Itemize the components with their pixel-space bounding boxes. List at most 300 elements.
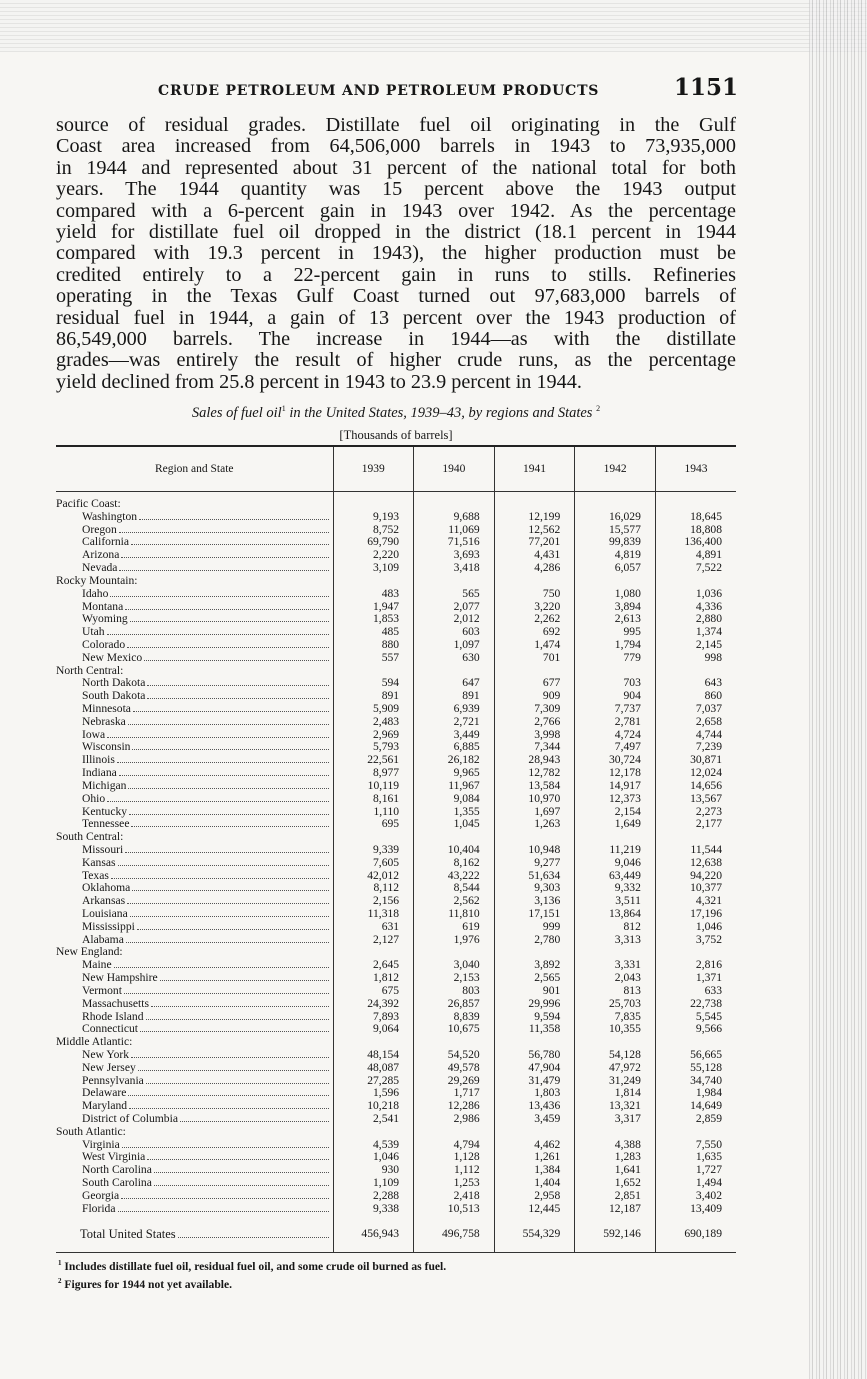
- value-cell-1939: 1,596: [333, 1087, 414, 1100]
- table-row: [56, 1177, 736, 1190]
- value-cell-1940: 71,516: [414, 536, 495, 549]
- table-row: [56, 1151, 736, 1164]
- dot-leader: [132, 749, 328, 750]
- state-name: New Hampshire: [82, 972, 158, 985]
- page-header: [158, 74, 738, 101]
- dot-leader: [129, 1108, 328, 1109]
- table-row: [56, 818, 736, 831]
- value-cell-1942: 3,313: [575, 934, 656, 947]
- value-cell-1943: 7,037: [655, 703, 736, 716]
- dot-leader: [131, 826, 328, 827]
- value-cell-1943: 30,871: [655, 754, 736, 767]
- table-row: [56, 690, 736, 703]
- value-cell-1943: 3,752: [655, 934, 736, 947]
- value-cell-1940: 803: [414, 985, 495, 998]
- row-label-cell: [56, 985, 333, 998]
- value-cell-1943: 7,522: [655, 562, 736, 575]
- value-cell-1939: 2,541: [333, 1113, 414, 1126]
- table-row: [56, 1049, 736, 1062]
- empty-cell: [333, 498, 414, 511]
- value-cell-1941: 4,286: [494, 562, 575, 575]
- row-label-cell: [56, 895, 333, 908]
- value-cell-1942: 703: [575, 677, 656, 690]
- value-cell-1942: 30,724: [575, 754, 656, 767]
- empty-cell: [655, 498, 736, 511]
- region-row: [56, 1036, 736, 1049]
- value-cell-1940: 2,077: [414, 601, 495, 614]
- table-row: [56, 844, 736, 857]
- state-name: Illinois: [82, 754, 115, 767]
- table-row: [56, 1023, 736, 1036]
- table-row: [56, 1011, 736, 1024]
- dot-leader: [110, 596, 328, 597]
- value-cell-1939: 5,909: [333, 703, 414, 716]
- value-cell-1940: 891: [414, 690, 495, 703]
- value-cell-1941: 4,462: [494, 1139, 575, 1152]
- value-cell-1943: 136,400: [655, 536, 736, 549]
- value-cell-1940: 8,544: [414, 882, 495, 895]
- row-label-cell: [56, 1087, 333, 1100]
- row-label-cell: [56, 1113, 333, 1126]
- value-cell-1939: 2,483: [333, 716, 414, 729]
- empty-cell: [494, 1126, 575, 1139]
- value-cell-1943: 18,808: [655, 524, 736, 537]
- value-cell-1942: 4,724: [575, 729, 656, 742]
- caption-text: Sales of fuel oil: [191, 404, 282, 421]
- value-cell-1943: 2,273: [655, 806, 736, 819]
- value-cell-1942: 7,737: [575, 703, 656, 716]
- row-label-cell: [56, 857, 333, 870]
- footnote-text: Includes distillate fuel oil, residual fuel oil, and some crude oil burned as fuel.: [61, 1259, 447, 1273]
- empty-cell: [333, 1126, 414, 1139]
- paragraph-line: years. The 1944 quantity was 15 percent above the 1943 output: [56, 178, 736, 201]
- region-row: [56, 1126, 736, 1139]
- table-header-row: [56, 446, 736, 492]
- value-cell-1942: 7,497: [575, 741, 656, 754]
- empty-cell: [333, 665, 414, 678]
- dot-leader: [160, 980, 329, 981]
- table-row: [56, 716, 736, 729]
- footnote-mark: 1: [58, 1259, 62, 1267]
- row-label-cell: [56, 1036, 333, 1049]
- empty-cell: [414, 498, 495, 511]
- dot-leader: [119, 532, 329, 533]
- value-cell-1941: 1,404: [494, 1177, 575, 1190]
- row-label-cell: [56, 793, 333, 806]
- value-cell-1943: 1,984: [655, 1087, 736, 1100]
- value-cell-1940: 603: [414, 626, 495, 639]
- value-cell-1942: 14,917: [575, 780, 656, 793]
- caption-note-2: 2: [596, 404, 601, 413]
- state-name: Oklahoma: [82, 882, 131, 895]
- value-cell-1939: 69,790: [333, 536, 414, 549]
- value-cell-1939: 930: [333, 1164, 414, 1177]
- value-cell-1941: 13,436: [494, 1100, 575, 1113]
- fuel-oil-sales-table: [56, 445, 736, 1253]
- header-1940: 1940: [414, 446, 495, 492]
- paragraph-line: 86,549,000 barrels. The increase in 1944—as with the distillate: [56, 328, 736, 351]
- dot-leader: [138, 1070, 329, 1071]
- value-cell-1940: 11,069: [414, 524, 495, 537]
- value-cell-1939: 27,285: [333, 1075, 414, 1088]
- value-cell-1942: 592,146: [575, 1216, 656, 1253]
- row-label-cell: [56, 1126, 333, 1139]
- row-label-cell: [56, 921, 333, 934]
- value-cell-1941: 77,201: [494, 536, 575, 549]
- value-cell-1943: 12,638: [655, 857, 736, 870]
- value-cell-1943: 9,566: [655, 1023, 736, 1036]
- value-cell-1943: 1,494: [655, 1177, 736, 1190]
- footnote: [58, 1274, 738, 1292]
- value-cell-1940: 2,986: [414, 1113, 495, 1126]
- row-label-cell: [56, 716, 333, 729]
- table-row: [56, 806, 736, 819]
- state-name: Washington: [82, 510, 138, 523]
- value-cell-1939: 22,561: [333, 754, 414, 767]
- dot-leader: [122, 1147, 329, 1148]
- value-cell-1941: 12,445: [494, 1203, 575, 1216]
- dot-leader: [178, 1237, 329, 1238]
- region-row: [56, 665, 736, 678]
- empty-cell: [494, 831, 575, 844]
- state-name: California: [82, 536, 130, 549]
- state-name: Kentucky: [82, 805, 128, 818]
- state-name: Alabama: [82, 933, 124, 946]
- value-cell-1940: 2,721: [414, 716, 495, 729]
- value-cell-1943: 10,377: [655, 882, 736, 895]
- table-units: [Thousands of barrels]: [339, 428, 453, 442]
- row-label-cell: [56, 1177, 333, 1190]
- row-label-cell: [56, 549, 333, 562]
- row-label-cell: [56, 780, 333, 793]
- value-cell-1943: 643: [655, 677, 736, 690]
- scan-noise-top: [0, 0, 867, 52]
- dot-leader: [147, 685, 328, 686]
- state-name: Massachusetts: [82, 997, 149, 1010]
- value-cell-1941: 677: [494, 677, 575, 690]
- value-cell-1943: 4,321: [655, 895, 736, 908]
- value-cell-1943: 56,665: [655, 1049, 736, 1062]
- state-name: Arizona: [82, 549, 120, 562]
- header-1942: 1942: [575, 446, 656, 492]
- value-cell-1941: 4,431: [494, 549, 575, 562]
- dot-leader: [130, 916, 329, 917]
- value-cell-1940: 1,976: [414, 934, 495, 947]
- value-cell-1941: 29,996: [494, 998, 575, 1011]
- row-label-cell: [56, 959, 333, 972]
- row-label-cell: [56, 601, 333, 614]
- table-row: [56, 703, 736, 716]
- empty-cell: [655, 575, 736, 588]
- value-cell-1941: 12,199: [494, 511, 575, 524]
- value-cell-1941: 7,309: [494, 703, 575, 716]
- value-cell-1940: 43,222: [414, 870, 495, 883]
- row-label-cell: [56, 934, 333, 947]
- dot-leader: [140, 1031, 328, 1032]
- value-cell-1942: 99,839: [575, 536, 656, 549]
- state-name: Pennsylvania: [82, 1074, 144, 1087]
- value-cell-1939: 5,793: [333, 741, 414, 754]
- value-cell-1943: 55,128: [655, 1062, 736, 1075]
- state-name: Michigan: [82, 779, 127, 792]
- value-cell-1939: 485: [333, 626, 414, 639]
- state-name: South Carolina: [82, 1177, 152, 1190]
- table-row: [56, 998, 736, 1011]
- value-cell-1943: 7,550: [655, 1139, 736, 1152]
- state-name: Oregon: [82, 523, 117, 536]
- table-row: [56, 536, 736, 549]
- empty-cell: [414, 831, 495, 844]
- value-cell-1941: 1,474: [494, 639, 575, 652]
- header-1943: 1943: [655, 446, 736, 492]
- value-cell-1942: 12,187: [575, 1203, 656, 1216]
- state-name: Ohio: [82, 792, 106, 805]
- value-cell-1940: 1,253: [414, 1177, 495, 1190]
- state-name: Tennessee: [82, 818, 130, 831]
- value-cell-1940: 647: [414, 677, 495, 690]
- value-cell-1942: 25,703: [575, 998, 656, 1011]
- value-cell-1942: 2,781: [575, 716, 656, 729]
- value-cell-1941: 909: [494, 690, 575, 703]
- row-label-cell: [56, 767, 333, 780]
- table-row: [56, 921, 736, 934]
- value-cell-1941: 12,782: [494, 767, 575, 780]
- dot-leader: [151, 1006, 329, 1007]
- value-cell-1939: 880: [333, 639, 414, 652]
- empty-cell: [575, 1126, 656, 1139]
- row-label-cell: [56, 1075, 333, 1088]
- dot-leader: [128, 1095, 328, 1096]
- empty-cell: [333, 1036, 414, 1049]
- table-row: [56, 1075, 736, 1088]
- value-cell-1939: 9,193: [333, 511, 414, 524]
- dot-leader: [128, 788, 328, 789]
- row-label-cell: [56, 754, 333, 767]
- paragraph-line: grades—was entirely the result of higher crude runs, as the percentage: [56, 349, 736, 372]
- value-cell-1943: 13,567: [655, 793, 736, 806]
- value-cell-1943: 633: [655, 985, 736, 998]
- state-name: Nebraska: [82, 715, 126, 728]
- value-cell-1943: 11,544: [655, 844, 736, 857]
- value-cell-1943: 2,145: [655, 639, 736, 652]
- dot-leader: [139, 519, 328, 520]
- value-cell-1940: 2,012: [414, 613, 495, 626]
- row-label-cell: [56, 575, 333, 588]
- value-cell-1942: 13,321: [575, 1100, 656, 1113]
- value-cell-1941: 3,459: [494, 1113, 575, 1126]
- value-cell-1941: 17,151: [494, 908, 575, 921]
- value-cell-1941: 10,948: [494, 844, 575, 857]
- caption-note-1: 1: [281, 404, 286, 413]
- footnote: [58, 1256, 738, 1274]
- value-cell-1939: 3,109: [333, 562, 414, 575]
- value-cell-1942: 2,043: [575, 972, 656, 985]
- value-cell-1940: 26,182: [414, 754, 495, 767]
- row-label-cell: [56, 1164, 333, 1177]
- dot-leader: [131, 544, 328, 545]
- value-cell-1941: 13,584: [494, 780, 575, 793]
- value-cell-1940: 4,794: [414, 1139, 495, 1152]
- dot-leader: [114, 967, 329, 968]
- table-row: [56, 882, 736, 895]
- value-cell-1939: 10,119: [333, 780, 414, 793]
- value-cell-1941: 12,562: [494, 524, 575, 537]
- value-cell-1943: 12,024: [655, 767, 736, 780]
- table-row: [56, 1203, 736, 1216]
- body-paragraph: [56, 115, 736, 393]
- value-cell-1939: 557: [333, 652, 414, 665]
- table-row: [56, 511, 736, 524]
- value-cell-1942: 813: [575, 985, 656, 998]
- table-row: [56, 741, 736, 754]
- value-cell-1939: 48,154: [333, 1049, 414, 1062]
- empty-cell: [333, 831, 414, 844]
- empty-cell: [655, 831, 736, 844]
- table-row: [56, 1190, 736, 1203]
- value-cell-1941: 3,220: [494, 601, 575, 614]
- value-cell-1941: 47,904: [494, 1062, 575, 1075]
- table-row: [56, 908, 736, 921]
- value-cell-1941: 51,634: [494, 870, 575, 883]
- row-label-cell: [56, 511, 333, 524]
- value-cell-1939: 4,539: [333, 1139, 414, 1152]
- state-name: Arkansas: [82, 895, 126, 908]
- value-cell-1941: 3,892: [494, 959, 575, 972]
- value-cell-1939: 2,220: [333, 549, 414, 562]
- value-cell-1940: 54,520: [414, 1049, 495, 1062]
- row-label-cell: [56, 1011, 333, 1024]
- table-row: [56, 652, 736, 665]
- value-cell-1941: 2,766: [494, 716, 575, 729]
- state-name: West Virginia: [82, 1151, 146, 1164]
- value-cell-1943: 18,645: [655, 511, 736, 524]
- value-cell-1940: 49,578: [414, 1062, 495, 1075]
- value-cell-1943: 14,656: [655, 780, 736, 793]
- value-cell-1940: 26,857: [414, 998, 495, 1011]
- value-cell-1942: 1,652: [575, 1177, 656, 1190]
- dot-leader: [125, 609, 328, 610]
- table-body: [56, 492, 736, 1253]
- row-label-cell: [56, 946, 333, 959]
- dot-leader: [121, 557, 328, 558]
- row-label-cell: [56, 1023, 333, 1036]
- paragraph-line: yield for distillate fuel oil dropped in the district (18.1 percent in 1944: [56, 221, 736, 244]
- empty-cell: [575, 665, 656, 678]
- state-name: Kansas: [82, 856, 116, 869]
- value-cell-1941: 1,697: [494, 806, 575, 819]
- dot-leader: [127, 647, 328, 648]
- value-cell-1940: 2,562: [414, 895, 495, 908]
- value-cell-1941: 3,998: [494, 729, 575, 742]
- region-name: South Atlantic:: [56, 1125, 126, 1138]
- value-cell-1939: 9,064: [333, 1023, 414, 1036]
- value-cell-1943: 7,239: [655, 741, 736, 754]
- state-name: North Dakota: [82, 677, 146, 690]
- state-name: Iowa: [82, 728, 106, 741]
- value-cell-1943: 4,891: [655, 549, 736, 562]
- state-name: Idaho: [82, 587, 109, 600]
- value-cell-1942: 3,331: [575, 959, 656, 972]
- value-cell-1942: 995: [575, 626, 656, 639]
- empty-cell: [414, 946, 495, 959]
- value-cell-1942: 4,819: [575, 549, 656, 562]
- region-name: South Central:: [56, 831, 124, 844]
- region-name: Middle Atlantic:: [56, 1036, 133, 1049]
- empty-cell: [494, 946, 575, 959]
- value-cell-1941: 701: [494, 652, 575, 665]
- row-label-cell: [56, 729, 333, 742]
- footnotes: [58, 1256, 738, 1292]
- value-cell-1942: 3,894: [575, 601, 656, 614]
- empty-cell: [655, 665, 736, 678]
- dot-leader: [107, 737, 328, 738]
- value-cell-1942: 1,794: [575, 639, 656, 652]
- header-region-state: Region and State: [56, 446, 333, 492]
- dot-leader: [144, 660, 328, 661]
- table-row: [56, 677, 736, 690]
- row-label-cell: [56, 588, 333, 601]
- state-name: North Carolina: [82, 1164, 152, 1177]
- value-cell-1939: 2,969: [333, 729, 414, 742]
- value-cell-1941: 2,780: [494, 934, 575, 947]
- value-cell-1939: 9,339: [333, 844, 414, 857]
- value-cell-1942: 9,046: [575, 857, 656, 870]
- region-row: [56, 575, 736, 588]
- value-cell-1939: 456,943: [333, 1216, 414, 1253]
- value-cell-1940: 8,162: [414, 857, 495, 870]
- value-cell-1939: 24,392: [333, 998, 414, 1011]
- state-name: Mississippi: [82, 920, 135, 933]
- value-cell-1940: 1,112: [414, 1164, 495, 1177]
- value-cell-1939: 675: [333, 985, 414, 998]
- value-cell-1943: 5,545: [655, 1011, 736, 1024]
- value-cell-1942: 2,613: [575, 613, 656, 626]
- region-row: [56, 498, 736, 511]
- value-cell-1943: 2,880: [655, 613, 736, 626]
- value-cell-1942: 9,332: [575, 882, 656, 895]
- value-cell-1939: 7,893: [333, 1011, 414, 1024]
- row-label-cell: [56, 1100, 333, 1113]
- value-cell-1941: 1,803: [494, 1087, 575, 1100]
- table-row: [56, 562, 736, 575]
- row-label-cell: [56, 626, 333, 639]
- row-label-cell: [56, 1190, 333, 1203]
- state-name: Georgia: [82, 1189, 120, 1202]
- footnote-mark: 2: [58, 1276, 62, 1285]
- state-name: Maine: [82, 959, 112, 972]
- value-cell-1940: 1,128: [414, 1151, 495, 1164]
- value-cell-1939: 1,853: [333, 613, 414, 626]
- row-label-cell: [56, 690, 333, 703]
- table-row: [56, 1100, 736, 1113]
- dot-leader: [129, 814, 328, 815]
- paragraph-line: compared with a 6-percent gain in 1943 over 1942. As the percentage: [56, 199, 736, 222]
- value-cell-1939: 9,338: [333, 1203, 414, 1216]
- value-cell-1941: 3,136: [494, 895, 575, 908]
- table-row: [56, 613, 736, 626]
- dot-leader: [111, 878, 329, 879]
- dot-leader: [117, 762, 329, 763]
- state-name: Indiana: [82, 767, 117, 780]
- empty-cell: [414, 1036, 495, 1049]
- value-cell-1941: 9,277: [494, 857, 575, 870]
- state-name: Montana: [82, 600, 124, 613]
- table-row: [56, 639, 736, 652]
- dot-leader: [121, 1198, 328, 1199]
- row-label-cell: [56, 741, 333, 754]
- table-row: [56, 588, 736, 601]
- row-label-cell: [56, 536, 333, 549]
